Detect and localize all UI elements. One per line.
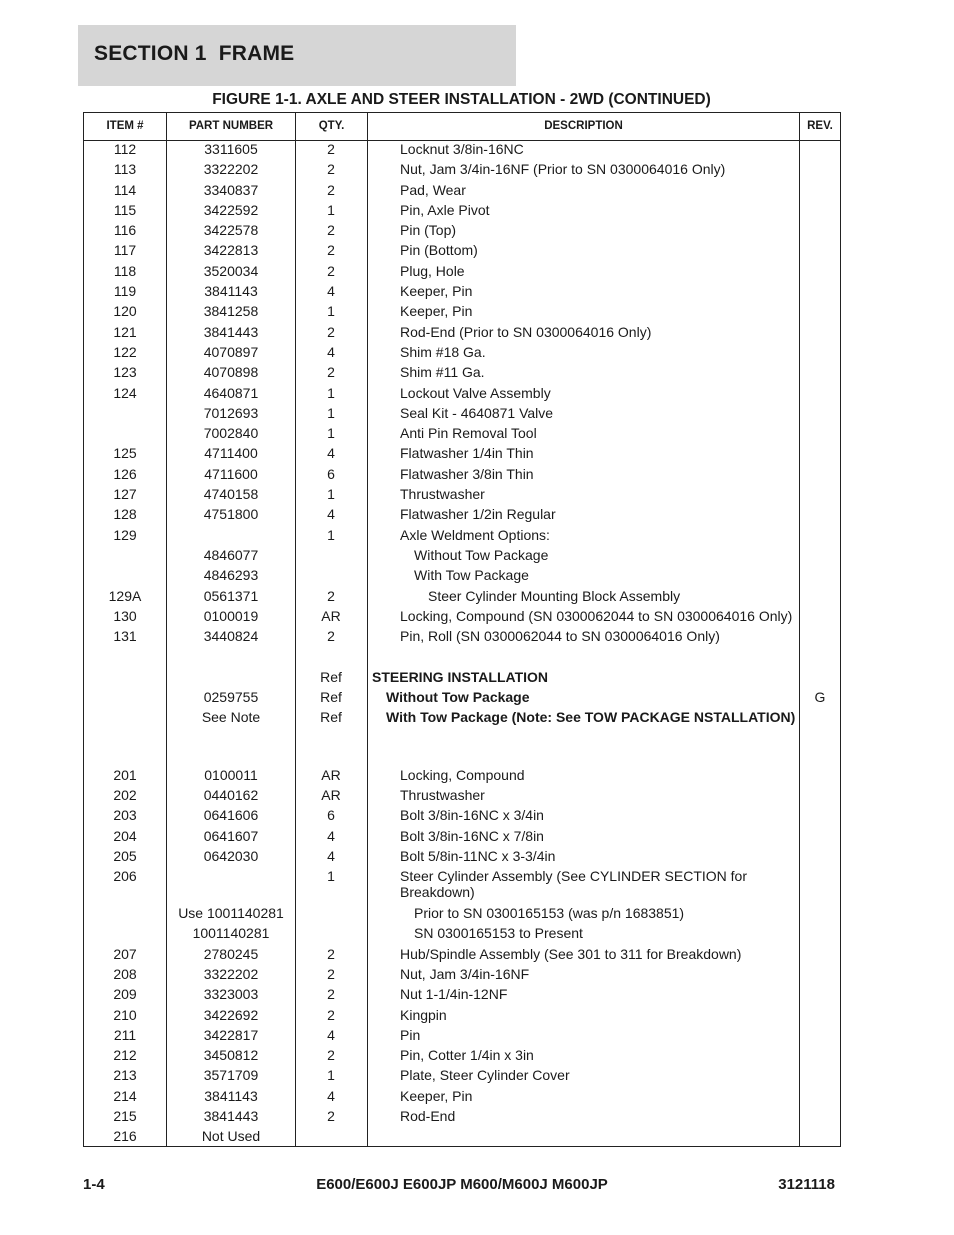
part-number: 0642030	[203, 847, 259, 864]
quantity: 4	[327, 847, 335, 864]
description: Flatwasher 1/4in Thin	[400, 445, 534, 462]
column-header-part-number: PART NUMBER	[188, 120, 274, 132]
item-number: 122	[113, 343, 137, 360]
description: Seal Kit - 4640871 Valve	[400, 404, 554, 421]
item-number: 130	[113, 607, 137, 624]
part-number: 3841143	[204, 1087, 258, 1104]
quantity: Ref	[320, 668, 342, 685]
item-number: 129A	[108, 587, 142, 604]
description: With Tow Package (Note: See TOW PACKAGE NSTALLATION)	[386, 709, 796, 726]
quantity: 1	[327, 486, 335, 503]
table-row	[84, 324, 840, 344]
part-number: 3311605	[204, 141, 258, 157]
table-row	[84, 848, 840, 868]
table-row	[84, 787, 840, 807]
description: Nut 1-1/4in-12NF	[400, 986, 508, 1003]
table-row	[84, 1007, 840, 1027]
description: Prior to SN 0300165153 (was p/n 1683851)	[414, 905, 685, 922]
part-number: 0100011	[204, 766, 258, 783]
table-row	[84, 263, 840, 283]
description: Keeper, Pin	[400, 1087, 473, 1104]
part-number: 4740158	[203, 486, 259, 503]
table-row	[84, 1027, 840, 1047]
description: Flatwasher 1/2in Regular	[400, 506, 556, 523]
item-number: 209	[113, 986, 137, 1003]
quantity: 2	[327, 364, 335, 381]
part-number: 4711400	[204, 445, 258, 462]
part-number: 3571709	[203, 1067, 259, 1084]
part-number: 7012693	[203, 404, 259, 421]
quantity: 2	[327, 1047, 335, 1064]
table-row	[84, 905, 840, 925]
description: Nut, Jam 3/4in-16NF	[400, 965, 530, 982]
item-number: 201	[113, 766, 137, 783]
description: Pin (Top)	[400, 222, 457, 239]
quantity: 4	[327, 506, 335, 523]
table-row	[84, 567, 840, 587]
quantity: 6	[327, 807, 335, 824]
item-number: 203	[113, 807, 137, 824]
table-row	[84, 966, 840, 986]
part-number: 0641607	[203, 827, 259, 844]
table-row	[84, 222, 840, 242]
part-number: 3422578	[203, 222, 259, 239]
table-row	[84, 828, 840, 848]
item-number: 112	[113, 141, 137, 157]
description: Plug, Hole	[400, 262, 465, 279]
part-number: 3323003	[203, 986, 259, 1003]
quantity: 2	[327, 141, 335, 157]
quantity: 1	[327, 201, 335, 218]
part-number: 0641606	[203, 807, 259, 824]
part-number: 4711600	[204, 465, 258, 482]
part-number: 7002840	[203, 425, 259, 442]
description: Locking, Compound (SN 0300062044 to SN 0300064016 Only)	[400, 607, 793, 624]
quantity: 1	[327, 404, 335, 421]
table-row	[84, 588, 840, 608]
part-number: 0259755	[203, 689, 259, 706]
column-header-description: DESCRIPTION	[544, 120, 623, 132]
part-number: 4070897	[203, 343, 259, 360]
part-number: 4751800	[203, 506, 259, 523]
table-row	[84, 1047, 840, 1067]
quantity: 2	[327, 986, 335, 1003]
parts-table	[83, 112, 841, 1147]
item-number: 118	[113, 262, 137, 279]
description: Bolt 5/8in-11NC x 3-3/4in	[400, 847, 556, 864]
item-number: 214	[113, 1087, 137, 1104]
column-header-item: ITEM #	[106, 120, 144, 132]
item-number: 126	[113, 465, 137, 482]
quantity: Ref	[320, 709, 342, 726]
quantity: 2	[327, 965, 335, 982]
table-row	[84, 182, 840, 202]
part-number: 4070898	[203, 364, 259, 381]
figure-title: FIGURE 1-1. AXLE AND STEER INSTALLATION - 2WD (CONTINUED)	[212, 91, 711, 108]
description: SN 0300165153 to Present	[414, 925, 583, 942]
description: Pad, Wear	[400, 181, 466, 198]
quantity: 4	[327, 1087, 335, 1104]
part-number: 0440162	[203, 786, 259, 803]
part-number: 3841258	[203, 303, 259, 320]
description: Without Tow Package	[414, 546, 549, 563]
table-spacer	[84, 746, 840, 766]
item-number: 206	[113, 868, 137, 885]
part-number: 3322202	[203, 965, 259, 982]
description: Shim #18 Ga.	[400, 343, 486, 360]
quantity: Ref	[320, 689, 342, 706]
quantity: AR	[321, 786, 341, 803]
item-number: 215	[113, 1108, 137, 1125]
quantity: 4	[327, 445, 335, 462]
revision: G	[814, 689, 826, 706]
description: Axle Weldment Options:	[400, 526, 550, 543]
column-header-rev: REV.	[807, 120, 833, 132]
table-row	[84, 868, 840, 905]
table-row	[84, 283, 840, 303]
part-number: 3340837	[203, 181, 259, 198]
item-number: 207	[113, 945, 137, 962]
item-number: 120	[113, 303, 137, 320]
quantity: 2	[327, 262, 335, 279]
item-number: 127	[113, 486, 137, 503]
table-row	[84, 1067, 840, 1087]
description: Locknut 3/8in-16NC	[400, 141, 524, 157]
table-row	[84, 466, 840, 486]
description: Lockout Valve Assembly	[400, 384, 551, 401]
description: Keeper, Pin	[400, 303, 473, 320]
quantity: 1	[327, 1067, 335, 1084]
quantity: 2	[327, 323, 335, 340]
quantity: 2	[327, 181, 335, 198]
table-row	[84, 385, 840, 405]
quantity: 4	[327, 1026, 335, 1043]
description: STEERING INSTALLATION	[372, 668, 549, 685]
table-row	[84, 161, 840, 181]
description: Anti Pin Removal Tool	[400, 425, 537, 442]
description: Keeper, Pin	[400, 283, 473, 300]
description: Bolt 3/8in-16NC x 3/4in	[400, 807, 544, 824]
quantity: 1	[327, 526, 335, 543]
item-number: 208	[113, 965, 137, 982]
description: Kingpin	[400, 1006, 447, 1023]
description: Flatwasher 3/8in Thin	[400, 465, 534, 482]
quantity: 4	[327, 827, 335, 844]
table-body	[84, 141, 840, 1149]
quantity: 2	[327, 242, 335, 259]
table-row	[84, 344, 840, 364]
part-number: 0561371	[203, 587, 259, 604]
item-number: 114	[113, 181, 137, 198]
column-header-qty: QTY.	[318, 120, 345, 132]
quantity: AR	[321, 766, 341, 783]
part-number: 3520034	[203, 262, 259, 279]
part-number: 1001140281	[192, 925, 270, 942]
model-list: E600/E600J E600JP M600/M600J M600JP	[316, 1176, 608, 1193]
item-number: 128	[113, 506, 137, 523]
table-row	[84, 1108, 840, 1128]
item-number: 125	[113, 445, 137, 462]
quantity: 1	[327, 303, 335, 320]
quantity: 2	[327, 222, 335, 239]
table-row	[84, 709, 840, 746]
description: Pin, Roll (SN 0300062044 to SN 0300064016 Only)	[400, 628, 720, 645]
part-number: 3450812	[203, 1047, 259, 1064]
item-number: 205	[113, 847, 137, 864]
description: Steer Cylinder Assembly (See CYLINDER SECTION for Breakdown)	[400, 868, 747, 901]
table-row	[84, 202, 840, 222]
table-row	[84, 242, 840, 262]
description: Shim #11 Ga.	[400, 364, 485, 381]
part-number: 3422817	[203, 1026, 259, 1043]
description: Pin, Cotter 1/4in x 3in	[400, 1047, 534, 1064]
table-row	[84, 669, 840, 689]
table-row	[84, 445, 840, 465]
part-number: 3422813	[203, 242, 259, 259]
description: Locking, Compound	[400, 766, 525, 783]
table-row	[84, 506, 840, 526]
quantity: 1	[327, 425, 335, 442]
description: Thrustwasher	[400, 786, 485, 803]
table-row	[84, 486, 840, 506]
description: Rod-End	[400, 1108, 456, 1125]
part-number: See Note	[201, 709, 261, 726]
part-number: Use 1001140281	[178, 905, 284, 922]
section-title: SECTION 1 FRAME	[94, 42, 295, 65]
table-row	[84, 767, 840, 787]
item-number: 121	[113, 323, 137, 340]
quantity: 2	[327, 945, 335, 962]
quantity: 2	[327, 587, 335, 604]
part-number: 3422592	[203, 201, 259, 218]
quantity: 1	[327, 384, 335, 401]
description: Steer Cylinder Mounting Block Assembly	[428, 587, 681, 604]
part-number: 3841443	[203, 1108, 259, 1125]
table-row	[84, 405, 840, 425]
quantity: 4	[327, 343, 335, 360]
description: Pin (Bottom)	[400, 242, 478, 259]
table-row	[84, 425, 840, 445]
item-number: 204	[113, 827, 137, 844]
part-number: 3841443	[203, 323, 259, 340]
item-number: 212	[113, 1047, 137, 1064]
item-number: 129	[113, 526, 137, 543]
item-number: 117	[113, 242, 137, 259]
description: Bolt 3/8in-16NC x 7/8in	[400, 827, 544, 844]
part-number: Not Used	[201, 1128, 261, 1145]
part-number: 3322202	[203, 161, 259, 178]
document-number: 3121118	[778, 1176, 835, 1193]
part-number: 3440824	[203, 628, 259, 645]
table-row	[84, 689, 840, 709]
item-number: 202	[113, 786, 137, 803]
item-number: 113	[113, 161, 137, 178]
description: Without Tow Package	[386, 689, 530, 706]
table-row	[84, 1128, 840, 1148]
section-header	[78, 25, 516, 86]
table-row	[84, 547, 840, 567]
table-row	[84, 986, 840, 1006]
item-number: 123	[113, 364, 137, 381]
description: Plate, Steer Cylinder Cover	[400, 1067, 570, 1084]
table-row	[84, 608, 840, 628]
part-number: 4640871	[203, 384, 259, 401]
item-number: 115	[113, 201, 137, 218]
item-number: 213	[113, 1067, 137, 1084]
quantity: 4	[327, 283, 335, 300]
item-number: 216	[113, 1128, 137, 1145]
description: With Tow Package	[414, 567, 529, 584]
item-number: 211	[113, 1026, 137, 1043]
item-number: 119	[113, 283, 137, 300]
part-number: 0100019	[203, 607, 259, 624]
description: Rod-End (Prior to SN 0300064016 Only)	[400, 323, 652, 340]
table-row	[84, 1088, 840, 1108]
quantity: AR	[321, 607, 341, 624]
part-number: 4846077	[203, 546, 259, 563]
part-number: 2780245	[203, 945, 259, 962]
description: Pin, Axle Pivot	[400, 201, 490, 218]
item-number: 131	[113, 628, 137, 645]
part-number: 3422692	[203, 1006, 259, 1023]
table-row	[84, 141, 840, 161]
table-row	[84, 628, 840, 648]
table-spacer	[84, 648, 840, 668]
quantity: 6	[327, 465, 335, 482]
table-row	[84, 303, 840, 323]
description: Thrustwasher	[400, 486, 485, 503]
description: Pin	[400, 1026, 421, 1043]
table-row	[84, 946, 840, 966]
quantity: 1	[327, 868, 335, 885]
quantity: 2	[327, 1108, 335, 1125]
part-number: 3841143	[204, 283, 258, 300]
quantity: 2	[327, 161, 335, 178]
description: Hub/Spindle Assembly (See 301 to 311 for Breakdown)	[400, 945, 742, 962]
item-number: 210	[113, 1006, 137, 1023]
quantity: 2	[327, 628, 335, 645]
part-number: 4846293	[203, 567, 259, 584]
table-row	[84, 527, 840, 547]
quantity: 2	[327, 1006, 335, 1023]
item-number: 116	[113, 222, 137, 239]
table-row	[84, 925, 840, 945]
table-row	[84, 364, 840, 384]
item-number: 124	[113, 384, 137, 401]
table-row	[84, 807, 840, 827]
description: Nut, Jam 3/4in-16NF (Prior to SN 0300064016 Only)	[400, 161, 726, 178]
page-number: 1-4	[83, 1176, 105, 1193]
